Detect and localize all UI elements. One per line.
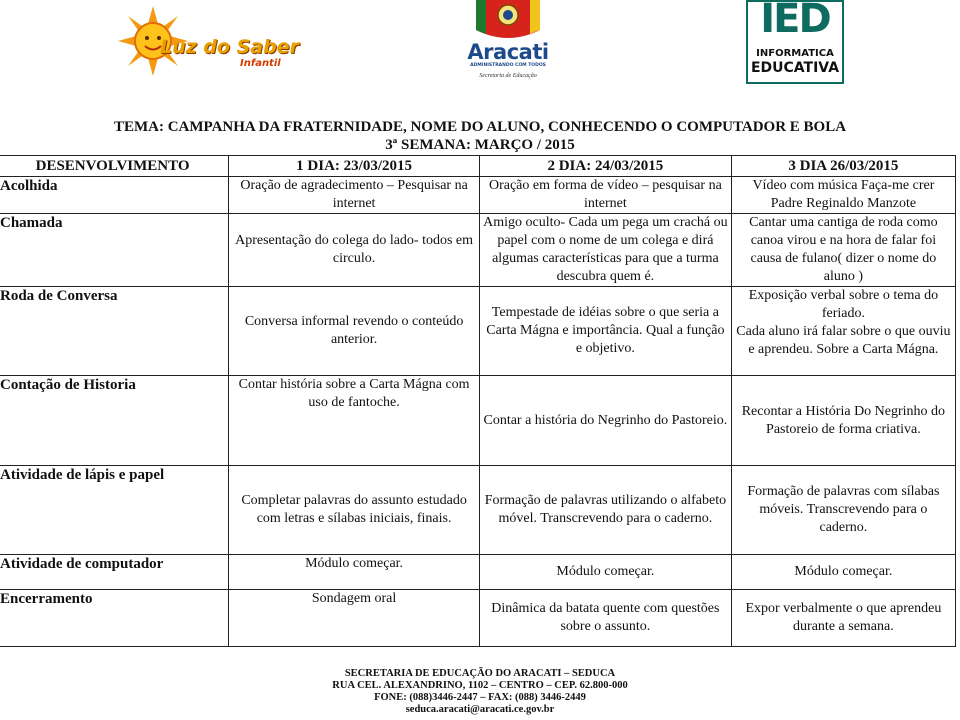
aracati-logo: [462, 0, 554, 86]
cell-dia-3: Exposição verbal sobre o tema do feriado. Cada aluno irá falar sobre o que ouviu e aprendeu. Sobre a Carta Mágna.: [731, 287, 955, 376]
row-label: Roda de Conversa: [0, 287, 229, 376]
footer-phone: FONE: (088)3446-2447 – FAX: (088) 3446-2449: [374, 692, 586, 703]
cell-dia-2: Contar a história do Negrinho do Pastoreio.: [479, 376, 731, 466]
cell-dia-3: Vídeo com música Faça-me crer Padre Reginaldo Manzote: [731, 177, 955, 214]
header-desenvolvimento: DESENVOLVIMENTO: [0, 156, 229, 177]
cell-dia-1: Conversa informal revendo o conteúdo anterior.: [229, 287, 480, 376]
table-row: [0, 214, 956, 287]
cell-dia-2: Formação de palavras utilizando o alfabeto móvel. Transcrevendo para o caderno.: [479, 466, 731, 555]
footer-address: RUA CEL. ALEXANDRINO, 1102 – CENTRO – CEP. 62.800-000: [332, 680, 628, 691]
row-label: Atividade de computador: [0, 555, 229, 590]
aracati-tagline: ADMINISTRANDO COM TODOS: [470, 63, 546, 68]
cell-dia-3: Cantar uma cantiga de roda como canoa virou e na hora de falar foi causa de fulano( dizer o nome do aluno ): [731, 214, 955, 287]
row-label: Chamada: [0, 214, 229, 287]
footer-secretaria: SECRETARIA DE EDUCAÇÃO DO ARACATI – SEDUCA: [344, 668, 616, 679]
ied-mark: IED: [760, 0, 830, 42]
row-label: Atividade de lápis e papel: [0, 466, 229, 555]
ied-line2: EDUCATIVA: [750, 60, 840, 76]
cell-dia-3: Recontar a História Do Negrinho do Pastoreio de forma criativa.: [731, 376, 955, 466]
table-row: [0, 177, 956, 214]
ied-line1: INFORMATICA: [756, 48, 834, 59]
cell-dia-1: Módulo começar.: [229, 555, 480, 590]
table-row: [0, 555, 956, 590]
cell-dia-3: Módulo começar.: [731, 555, 955, 590]
aracati-crest-icon: [472, 0, 544, 42]
luz-do-saber-sub: Infantil: [240, 58, 281, 69]
cell-dia-3: Formação de palavras com sílabas móveis. Transcrevendo para o caderno.: [731, 466, 955, 555]
aracati-name: Aracati: [467, 40, 549, 64]
table-row: [0, 287, 956, 376]
cell-dia-1: Contar história sobre a Carta Mágna com uso de fantoche.: [229, 376, 480, 466]
header-dia-1: 1 DIA: 23/03/2015: [229, 156, 480, 177]
header-dia-2: 2 DIA: 24/03/2015: [479, 156, 731, 177]
cell-dia-2: Módulo começar.: [479, 555, 731, 590]
cell-dia-1: Completar palavras do assunto estudado com letras e sílabas iniciais, finais.: [229, 466, 480, 555]
ied-logo: [746, 0, 844, 84]
footer: [0, 668, 960, 716]
aracati-secretaria: Secretaria de Educação: [479, 73, 537, 79]
luz-do-saber-text: Luz do Saber: [160, 36, 299, 58]
cell-dia-1: Sondagem oral: [229, 590, 480, 647]
document-title: TEMA: CAMPANHA DA FRATERNIDADE, NOME DO ALUNO, CONHECENDO O COMPUTADOR E BOLA: [113, 119, 847, 135]
row-label: Contação de Historia: [0, 376, 229, 466]
cell-dia-2: Amigo oculto- Cada um pega um crachá ou papel com o nome de um colega e dirá algumas características para que a turma descubra quem é.: [479, 214, 731, 287]
cell-dia-2: Tempestade de idéias sobre o que seria a Carta Mágna e importância. Qual a função e objetivo.: [479, 287, 731, 376]
lesson-plan-table: [0, 155, 956, 647]
cell-dia-2: Oração em forma de vídeo – pesquisar na internet: [479, 177, 731, 214]
row-label: Encerramento: [0, 590, 229, 647]
cell-dia-3: Expor verbalmente o que aprendeu durante a semana.: [731, 590, 955, 647]
table-row: [0, 466, 956, 555]
cell-dia-1: Oração de agradecimento – Pesquisar na internet: [229, 177, 480, 214]
header-dia-3: 3 DIA 26/03/2015: [731, 156, 955, 177]
cell-dia-1: Apresentação do colega do lado- todos em circulo.: [229, 214, 480, 287]
table-row: [0, 376, 956, 466]
document-subtitle: 3ª SEMANA: MARÇO / 2015: [385, 137, 575, 153]
footer-email[interactable]: seduca.aracati@aracati.ce.gov.br: [405, 704, 555, 715]
table-header-row: [0, 156, 956, 177]
table-row: [0, 590, 956, 647]
row-label: Acolhida: [0, 177, 229, 214]
cell-dia-2: Dinâmica da batata quente com questões sobre o assunto.: [479, 590, 731, 647]
luz-do-saber-logo: [118, 6, 299, 82]
